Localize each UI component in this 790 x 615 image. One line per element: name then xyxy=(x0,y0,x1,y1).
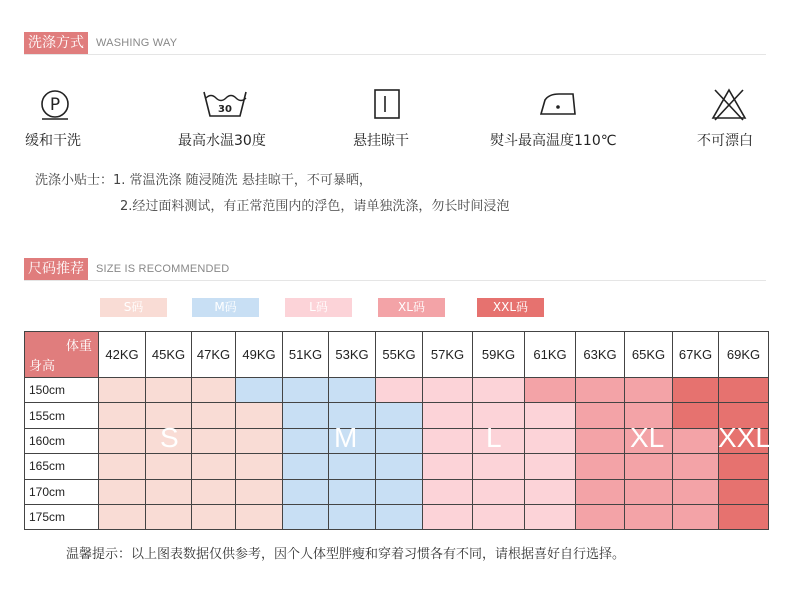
weight-header-cell: 59KG xyxy=(473,332,525,378)
size-cell-l xyxy=(473,378,525,403)
legend-s: S码 xyxy=(100,298,167,317)
table-row xyxy=(25,479,769,504)
height-cell: 155cm xyxy=(25,403,99,428)
legend-xxl: XXL码 xyxy=(477,298,544,317)
size-note: 温馨提示：以上图表数据仅供参考，因个人体型胖瘦和穿着习惯各有不同，请根据喜好自行选择。 xyxy=(66,547,626,562)
wash-label-dry-clean: 缓和干洗 xyxy=(25,133,81,149)
size-cell-s xyxy=(192,428,236,453)
corner-height-label: 身高 xyxy=(29,358,56,373)
weight-header-cell: 57KG xyxy=(423,332,473,378)
weight-header-cell: 49KG xyxy=(236,332,283,378)
tip-2: 2.经过面料测试，有正常范围内的浮色，请单独洗涤，勿长时间浸泡 xyxy=(120,199,510,214)
hang-dry-icon xyxy=(352,86,422,122)
size-cell-l xyxy=(525,479,576,504)
legend-l: L码 xyxy=(285,298,352,317)
size-cell-m xyxy=(283,428,329,453)
size-cell-s xyxy=(146,378,192,403)
size-cell-l xyxy=(525,428,576,453)
wash-tub-30-icon xyxy=(175,86,275,122)
size-cell-s xyxy=(192,378,236,403)
size-cell-s xyxy=(236,504,283,529)
weight-header-cell: 51KG xyxy=(283,332,329,378)
big-label-m: M xyxy=(334,422,358,453)
size-cell-l xyxy=(423,479,473,504)
size-cell-xxl xyxy=(673,378,719,403)
size-cell-m xyxy=(329,378,376,403)
size-cell-xxl xyxy=(719,378,769,403)
size-cell-s xyxy=(99,504,146,529)
size-cell-l xyxy=(423,378,473,403)
wash-label-no-bleach: 不可漂白 xyxy=(697,133,753,149)
legend-xl: XL码 xyxy=(378,298,445,317)
big-label-xl: XL xyxy=(630,422,665,453)
weight-header-cell: 69KG xyxy=(719,332,769,378)
size-cell-m xyxy=(329,454,376,479)
big-label-l: L xyxy=(486,422,502,453)
size-cell-s xyxy=(236,428,283,453)
table-row xyxy=(25,378,769,403)
size-cell-l xyxy=(423,504,473,529)
washing-divider xyxy=(24,54,766,55)
size-cell-xl xyxy=(576,504,625,529)
washing-title-en: WASHING WAY xyxy=(96,37,178,49)
size-cell-s xyxy=(236,479,283,504)
size-cell-xxl xyxy=(673,403,719,428)
size-cell-xl xyxy=(673,479,719,504)
size-cell-s xyxy=(146,454,192,479)
size-cell-xxl xyxy=(719,479,769,504)
size-cell-xl xyxy=(673,504,719,529)
size-cell-xl xyxy=(576,479,625,504)
height-cell: 160cm xyxy=(25,428,99,453)
size-cell-l xyxy=(525,504,576,529)
weight-header-cell: 67KG xyxy=(673,332,719,378)
size-cell-xl xyxy=(625,378,673,403)
size-cell-m xyxy=(376,454,423,479)
wash-item-dry-clean xyxy=(22,86,92,149)
size-cell-l xyxy=(423,454,473,479)
size-cell-xl xyxy=(673,454,719,479)
size-cell-s xyxy=(99,403,146,428)
size-cell-s xyxy=(99,378,146,403)
size-cell-s xyxy=(99,428,146,453)
dry-clean-p-icon xyxy=(22,86,92,122)
size-cell-xl xyxy=(576,454,625,479)
size-cell-s xyxy=(192,504,236,529)
no-bleach-icon xyxy=(694,86,764,122)
table-row xyxy=(25,454,769,479)
washing-title: 洗涤方式 xyxy=(24,32,88,54)
weight-header-cell: 53KG xyxy=(329,332,376,378)
size-cell-m xyxy=(236,378,283,403)
table-row xyxy=(25,504,769,529)
corner-cell xyxy=(25,332,99,378)
size-cell-l xyxy=(473,479,525,504)
tips-prefix: 洗涤小贴士： xyxy=(35,173,114,188)
tip-1: 1. 常温洗涤 随浸随洗 悬挂晾干，不可暴晒， xyxy=(113,173,372,188)
height-cell: 165cm xyxy=(25,454,99,479)
size-cell-l xyxy=(423,428,473,453)
size-cell-xl xyxy=(576,428,625,453)
size-cell-xl xyxy=(576,378,625,403)
size-cell-m xyxy=(376,504,423,529)
size-cell-l xyxy=(423,403,473,428)
size-cell-m xyxy=(283,378,329,403)
weight-header-cell: 55KG xyxy=(376,332,423,378)
weight-header-cell: 45KG xyxy=(146,332,192,378)
wash-label-hang-dry: 悬挂晾干 xyxy=(353,133,409,149)
svg-text:P: P xyxy=(49,95,61,115)
weight-header-cell: 61KG xyxy=(525,332,576,378)
legend-m: M码 xyxy=(192,298,259,317)
size-cell-s xyxy=(99,454,146,479)
size-cell-xl xyxy=(625,454,673,479)
weight-header-cell: 47KG xyxy=(192,332,236,378)
size-cell-l xyxy=(525,454,576,479)
size-cell-xxl xyxy=(719,454,769,479)
svg-text:30: 30 xyxy=(218,104,232,115)
size-cell-s xyxy=(192,403,236,428)
size-title: 尺码推荐 xyxy=(24,258,88,280)
wash-item-iron xyxy=(488,86,628,149)
size-cell-m xyxy=(376,403,423,428)
size-cell-m xyxy=(283,504,329,529)
height-cell: 170cm xyxy=(25,479,99,504)
size-cell-l xyxy=(376,378,423,403)
weight-header-cell: 65KG xyxy=(625,332,673,378)
weight-header-cell: 63KG xyxy=(576,332,625,378)
size-cell-m xyxy=(329,479,376,504)
size-cell-l xyxy=(525,403,576,428)
size-cell-xxl xyxy=(719,504,769,529)
size-cell-s xyxy=(192,454,236,479)
size-cell-m xyxy=(376,428,423,453)
washing-tips xyxy=(35,168,509,220)
height-cell: 150cm xyxy=(25,378,99,403)
size-divider xyxy=(24,280,766,281)
size-cell-s xyxy=(146,504,192,529)
size-cell-xl xyxy=(625,479,673,504)
big-label-xxl: XXL xyxy=(718,422,771,453)
size-cell-l xyxy=(473,504,525,529)
wash-item-hang-dry xyxy=(352,86,422,149)
size-cell-s xyxy=(236,454,283,479)
size-cell-m xyxy=(283,454,329,479)
size-cell-xl xyxy=(625,504,673,529)
wash-item-water-temp xyxy=(175,86,275,149)
corner-weight-label: 体重 xyxy=(65,338,92,353)
wash-label-iron: 熨斗最高温度110℃ xyxy=(490,133,617,149)
height-cell: 175cm xyxy=(25,504,99,529)
size-cell-xl xyxy=(525,378,576,403)
table-header-row xyxy=(25,332,769,378)
size-cell-xl xyxy=(673,428,719,453)
size-title-en: SIZE IS RECOMMENDED xyxy=(96,263,230,275)
size-cell-m xyxy=(376,479,423,504)
size-cell-l xyxy=(473,454,525,479)
big-label-s: S xyxy=(160,422,179,453)
size-cell-s xyxy=(146,479,192,504)
size-cell-xl xyxy=(576,403,625,428)
size-cell-m xyxy=(329,504,376,529)
wash-item-no-bleach xyxy=(694,86,764,149)
wash-label-water-temp: 最高水温30度 xyxy=(178,133,266,149)
size-cell-s xyxy=(192,479,236,504)
iron-icon xyxy=(488,86,628,122)
size-cell-m xyxy=(283,479,329,504)
size-cell-s xyxy=(236,403,283,428)
weight-header-cell: 42KG xyxy=(99,332,146,378)
size-cell-s xyxy=(99,479,146,504)
size-cell-m xyxy=(283,403,329,428)
